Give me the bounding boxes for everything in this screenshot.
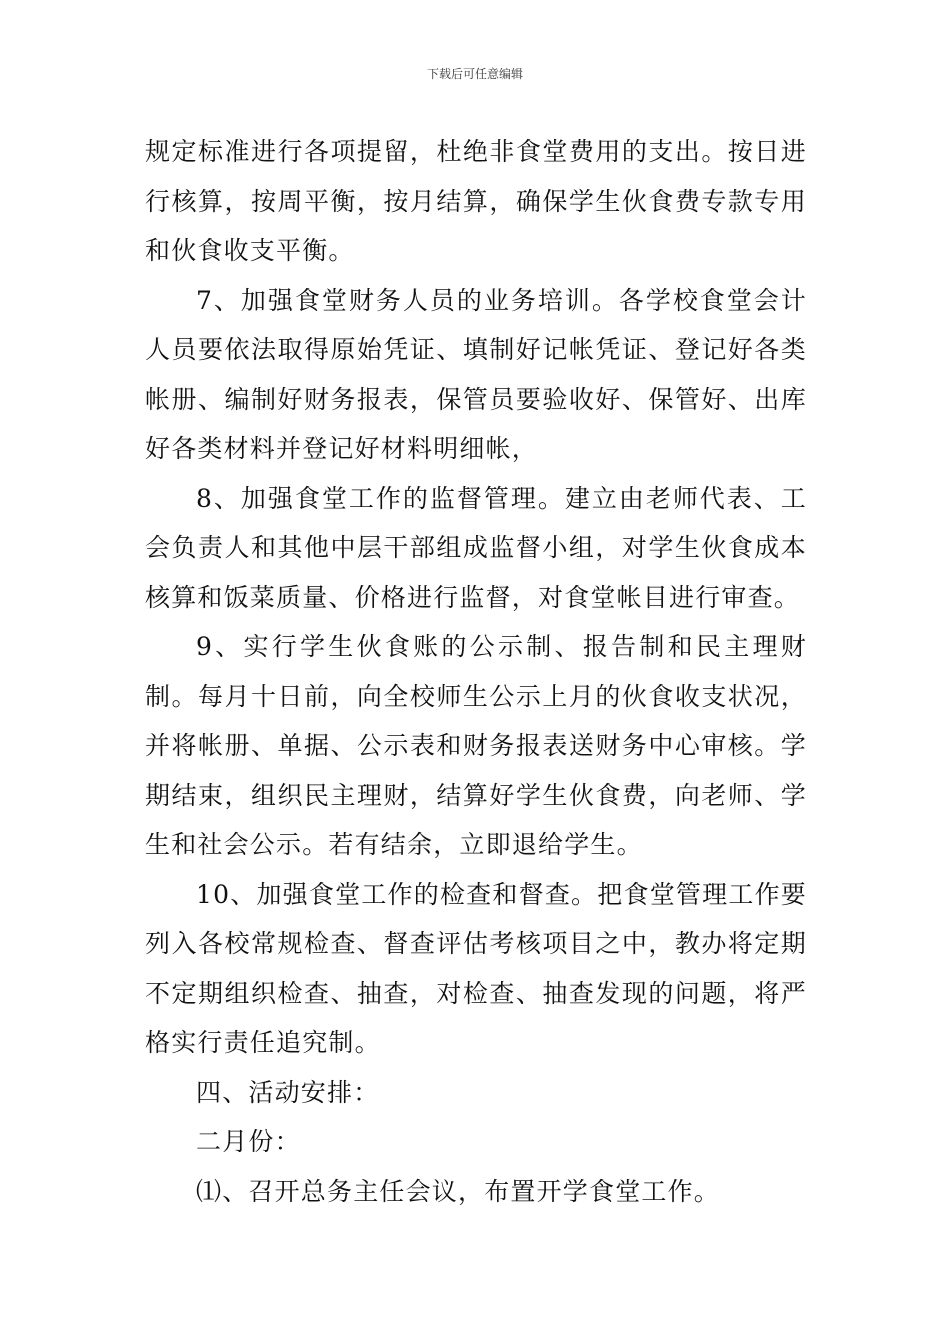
paragraph-item-9: 9、实行学生伙食账的公示制、报告制和民主理财制。每月十日前，向全校师生公示上月的伙食收支状况，并将帐册、单据、公示表和财务报表送财务中心审核。学期结束，组织民主理财，结算好学生伙食费，向老师、学生和社会公示。若有结余，立即退给学生。 [145,632,807,859]
paragraph-item-8: 8、加强食堂工作的监督管理。建立由老师代表、工会负责人和其他中层干部组成监督小组，对学生伙食成本核算和饭菜质量、价格进行监督，对食堂帐目进行审查。 [145,483,807,612]
section-heading-activities: 四、活动安排： [196,1077,380,1107]
paragraph-item-10: 10、加强食堂工作的检查和督查。把食堂管理工作要列入各校常规检查、督查评估考核项目之中，教办将定期不定期组织检查、抽查，对检查、抽查发现的问题，将严格实行责任追究制。 [145,879,807,1057]
page-header-note: 下载后可任意编辑 [426,67,523,81]
document-body [145,127,807,1216]
paragraph-continuation: 规定标准进行各项提留，杜绝非食堂费用的支出。按日进行核算，按周平衡，按月结算，确保学生伙食费专款专用和伙食收支平衡。 [145,137,807,265]
month-heading-february: 二月份： [196,1127,301,1156]
paragraph-item-7: 7、加强食堂财务人员的业务培训。各学校食堂会计人员要依法取得原始凭证、填制好记帐凭证、登记好各类帐册、编制好财务报表，保管员要验收好、保管好、出库好各类材料并登记好材料明细帐， [145,285,807,463]
list-item-1: ⑴、召开总务主任会议，布置开学食堂工作。 [196,1176,721,1206]
